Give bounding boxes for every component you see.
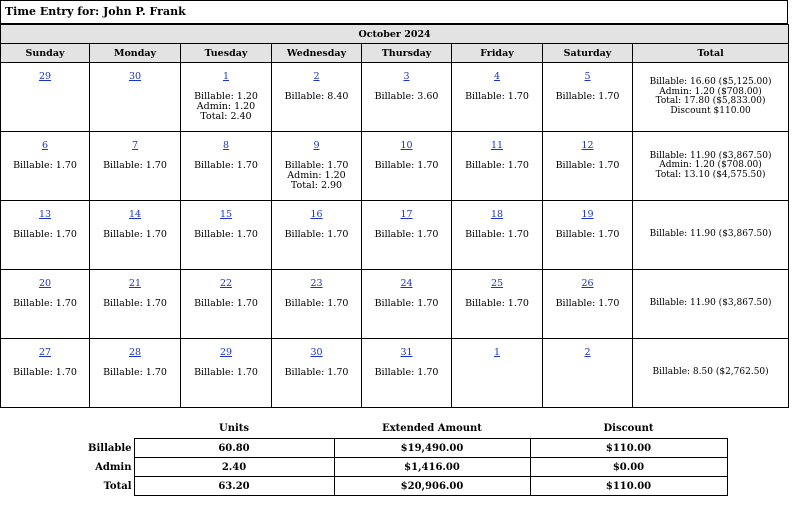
day-link[interactable]: 1 [493,347,501,358]
time-entry [181,92,271,122]
day-link[interactable]: 30 [128,71,142,82]
entry-line: Billable: 1.70 [284,160,349,171]
entry-line: Billable: 1.70 [103,229,167,240]
time-entry [181,299,271,309]
week-total-line: Billable: 11.90 ($3,867.50) [649,229,772,240]
entry-line: Billable: 1.70 [13,229,77,240]
header-sunday: Sunday [1,44,90,63]
day-cell [181,132,272,201]
time-entry [272,230,361,240]
summary-corner [65,419,134,439]
time-entry [181,368,271,378]
entry-line: Billable: 1.70 [555,229,620,240]
day-link[interactable]: 31 [400,347,413,358]
time-entry [362,230,451,240]
day-cell [362,201,452,270]
summary-row-label: Admin [65,458,134,477]
day-link[interactable]: 25 [490,278,504,289]
day-cell [1,132,90,201]
entry-line: Admin: 1.20 [196,101,256,112]
time-entry [543,230,632,240]
summary-row-billable [65,439,727,458]
header-friday: Friday [452,44,543,63]
week-total-line: Discount $110.00 [670,105,751,116]
week-total-line: Admin: 1.20 ($708.00) [659,160,762,171]
entry-line: Billable: 1.70 [374,229,439,240]
day-cell [181,63,272,132]
day-cell [452,339,543,408]
entry-line: Billable: 1.70 [465,160,529,171]
day-link[interactable]: 29 [219,347,233,358]
day-cell [452,270,543,339]
day-link[interactable]: 12 [581,140,594,151]
day-link[interactable]: 24 [400,278,413,289]
header-monday: Monday [90,44,181,63]
week-row [1,270,789,339]
day-link[interactable]: 9 [313,140,320,151]
time-entry [90,230,180,240]
day-cell [272,63,362,132]
entry-line: Billable: 1.70 [103,298,167,309]
entry-line: Billable: 1.70 [194,367,258,378]
day-link[interactable]: 26 [581,278,594,289]
week-total-line: Total: 13.10 ($4,575.50) [655,169,766,180]
day-link[interactable]: 20 [38,278,52,289]
time-entry [543,161,632,171]
entry-line: Billable: 1.70 [374,160,439,171]
day-link[interactable]: 3 [403,71,410,82]
entry-line: Billable: 1.70 [13,160,77,171]
day-link[interactable]: 28 [128,347,142,358]
page-title-bar [0,0,788,24]
week-row [1,132,789,201]
day-link[interactable]: 11 [490,140,504,151]
entry-line: Billable: 1.70 [465,298,529,309]
summary-discount: $110.00 [530,477,727,496]
day-link[interactable]: 13 [38,209,52,220]
day-cell [362,270,452,339]
entry-line: Total: 2.40 [200,111,252,122]
entry-line: Billable: 1.70 [555,91,620,102]
time-entry [452,161,542,171]
week-row [1,339,789,408]
time-entry [272,161,361,191]
day-cell [272,339,362,408]
time-entry [90,161,180,171]
entry-line: Billable: 1.70 [103,160,167,171]
summary-amount: $1,416.00 [334,458,530,477]
summary-header-discount: Discount [603,423,654,434]
time-entry [272,299,361,309]
day-cell [362,63,452,132]
day-link[interactable]: 15 [219,209,233,220]
entry-line: Billable: 1.70 [284,229,349,240]
day-link[interactable]: 22 [219,278,233,289]
summary-row-label: Total [65,477,134,496]
entry-line: Billable: 1.70 [374,298,439,309]
day-link[interactable]: 23 [310,278,323,289]
day-cell [543,270,633,339]
day-link[interactable]: 7 [131,140,139,151]
header-saturday: Saturday [543,44,633,63]
header-thursday: Thursday [362,44,452,63]
summary-discount: $110.00 [530,439,727,458]
entry-line: Billable: 1.70 [194,229,258,240]
summary-table [65,419,728,496]
day-link[interactable]: 6 [41,140,49,151]
day-cell [181,270,272,339]
time-entry [362,299,451,309]
week-total-cell [633,132,789,201]
summary-header-units: Units [218,423,250,434]
time-entry [362,92,451,102]
time-entry [181,161,271,171]
day-cell [181,339,272,408]
time-entry [543,299,632,309]
day-link[interactable]: 17 [400,209,413,220]
time-entry [362,161,451,171]
day-link[interactable]: 8 [222,140,230,151]
calendar-body [1,63,789,408]
entry-line: Billable: 1.70 [555,160,620,171]
entry-line: Billable: 1.70 [465,91,529,102]
day-cell [362,339,452,408]
day-link[interactable]: 10 [400,140,413,151]
time-entry [90,368,180,378]
day-link[interactable]: 19 [581,209,594,220]
day-link[interactable]: 29 [38,71,52,82]
time-entry [272,92,361,102]
entry-line: Billable: 1.70 [465,229,529,240]
entry-line: Billable: 1.70 [103,367,167,378]
week-total-line: Billable: 16.60 ($5,125.00) [649,77,772,87]
entry-line: Billable: 1.20 [194,91,258,102]
day-cell [1,63,90,132]
summary-units: 63.20 [134,477,334,496]
entry-line: Billable: 3.60 [374,91,439,102]
entry-line: Billable: 1.70 [194,298,258,309]
entry-line: Billable: 1.70 [374,367,439,378]
entry-line: Admin: 1.20 [287,170,346,181]
day-cell [90,339,181,408]
day-cell [272,201,362,270]
entry-line: Billable: 1.70 [555,298,620,309]
day-link[interactable]: 14 [128,209,142,220]
day-cell [543,339,633,408]
time-entry [452,299,542,309]
day-link[interactable]: 30 [310,347,323,358]
time-entry [362,368,451,378]
day-cell [272,132,362,201]
day-cell [181,201,272,270]
summary-row-label: Billable [65,439,134,458]
time-entry [1,299,89,309]
header-wednesday: Wednesday [272,44,362,63]
week-total-line: Billable: 11.90 ($3,867.50) [649,298,772,309]
day-cell [90,63,181,132]
time-entry [543,92,632,102]
week-total-line: Billable: 8.50 ($2,762.50) [652,367,769,378]
entry-line: Total: 2.90 [290,180,343,191]
header-total: Total [633,44,789,63]
day-cell [362,132,452,201]
calendar-table [0,24,789,408]
day-cell [452,201,543,270]
page-title: Time Entry for: John P. Frank [5,5,186,18]
entry-line: Billable: 1.70 [284,367,349,378]
day-link[interactable]: 2 [584,347,591,358]
entry-line: Billable: 1.70 [194,160,258,171]
day-cell [1,270,90,339]
header-tuesday: Tuesday [181,44,272,63]
day-cell [452,63,543,132]
day-link[interactable]: 5 [584,71,591,82]
entry-line: Billable: 1.70 [13,367,77,378]
day-cell [272,270,362,339]
entry-line: Billable: 1.70 [284,298,349,309]
time-entry [452,92,542,102]
day-cell [90,132,181,201]
week-total-cell [633,63,789,132]
day-cell [452,132,543,201]
week-total-line: Admin: 1.20 ($708.00) [659,86,762,97]
time-entry [90,299,180,309]
day-cell [1,201,90,270]
week-row [1,63,789,132]
week-total-cell [633,201,789,270]
entry-line: Billable: 8.40 [284,91,349,102]
week-row [1,201,789,270]
time-entry [452,230,542,240]
summary-amount: $20,906.00 [334,477,530,496]
week-total-line: Billable: 11.90 ($3,867.50) [649,150,772,161]
day-cell [90,201,181,270]
day-link[interactable]: 16 [310,209,323,220]
time-entry [1,161,89,171]
day-link[interactable]: 18 [490,209,504,220]
time-entry [1,230,89,240]
month-label: October 2024 [1,25,789,44]
week-total-cell [633,339,789,408]
day-link[interactable]: 21 [128,278,142,289]
day-link[interactable]: 4 [493,71,501,82]
day-cell [543,63,633,132]
week-total-cell [633,270,789,339]
week-total-line: Total: 17.80 ($5,833.00) [655,96,766,106]
day-cell [1,339,90,408]
summary-discount: $0.00 [530,458,727,477]
summary-units: 60.80 [134,439,334,458]
summary-amount: $19,490.00 [334,439,530,458]
day-link[interactable]: 27 [38,347,52,358]
summary-row-admin [65,458,727,477]
time-entry [1,368,89,378]
entry-line: Billable: 1.70 [13,298,77,309]
day-link[interactable]: 1 [222,71,230,82]
summary-row-total [65,477,727,496]
day-link[interactable]: 2 [313,71,320,82]
summary-header-extended-amount: Extended Amount [382,423,482,434]
day-cell [543,201,633,270]
day-cell [543,132,633,201]
time-entry [181,230,271,240]
time-entry [272,368,361,378]
summary-units: 2.40 [134,458,334,477]
day-cell [90,270,181,339]
